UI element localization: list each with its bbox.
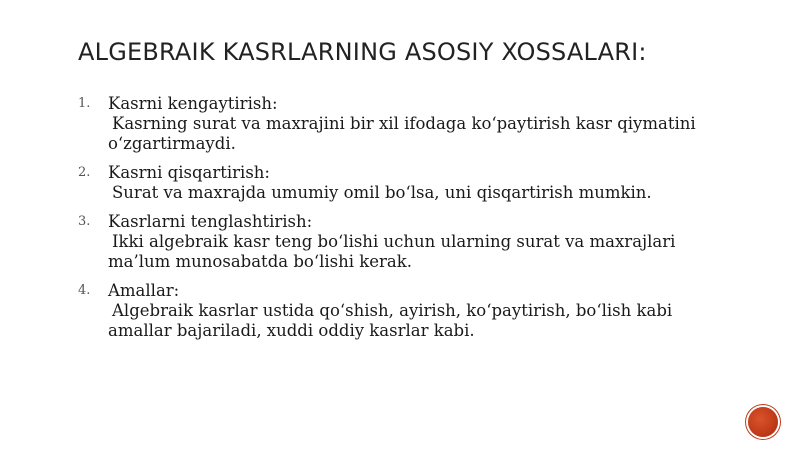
item-text: Kasrning surat va maxrajini bir xil ifodaga ko‘paytirish kasr qiymatini o‘zgartirmaydi. [108,114,696,153]
item-number: 1. [78,96,91,111]
item-number: 4. [78,283,91,298]
item-text: Ikki algebraik kasr teng bo‘lishi uchun ularning surat va maxrajlari ma’lum munosabatda bo‘lishi kerak. [108,232,676,271]
slide-title: ALGEBRAIK KASRLARNING ASOSIY XOSSALARI: [78,38,647,66]
list-item [78,281,738,341]
item-text: Algebraik kasrlar ustida qo‘shish, ayirish, ko‘paytirish, bo‘lish kabi amallar bajariladi, xuddi oddiy kasrlar kabi. [108,301,673,340]
list-item [78,163,738,203]
item-heading: Kasrni kengaytirish: [108,94,278,113]
list-item [78,94,738,154]
item-heading: Kasrni qisqartirish: [108,163,270,182]
item-heading: Kasrlarni tenglashtirish: [108,212,313,231]
slide-nav-button[interactable] [748,407,778,437]
item-number: 3. [78,214,91,229]
item-number: 2. [78,165,91,180]
item-heading: Amallar: [108,281,180,300]
item-text: Surat va maxrajda umumiy omil bo‘lsa, uni qisqartirish mumkin. [112,183,652,202]
list-item [78,212,738,272]
property-list [78,94,738,350]
